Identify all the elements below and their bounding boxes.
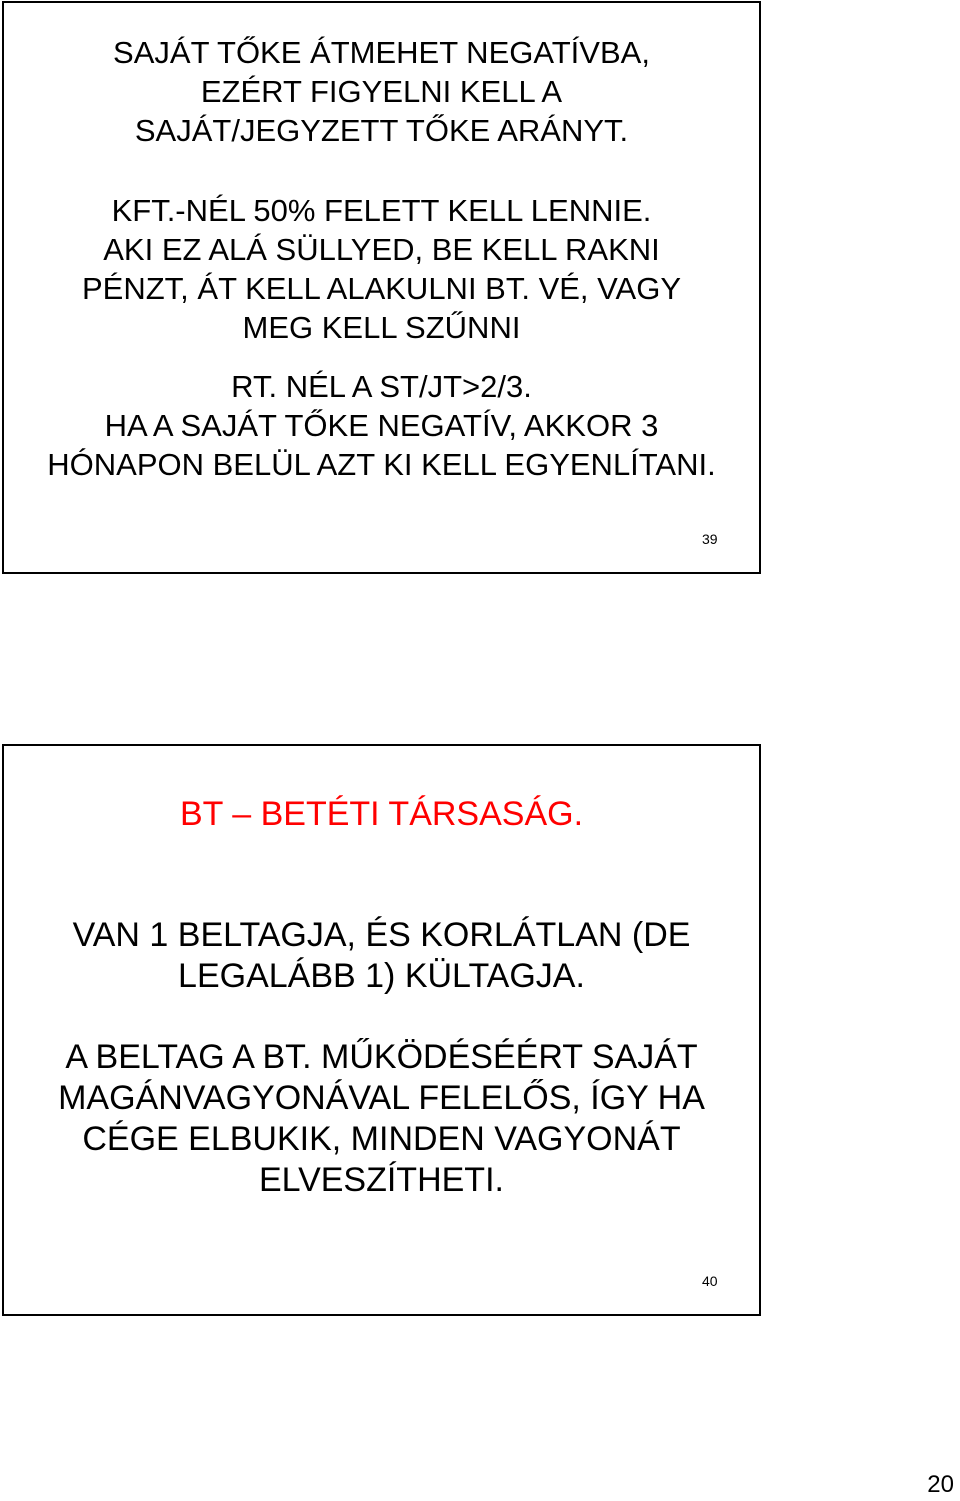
text-line: HÓNAPON BELÜL AZT KI KELL EGYENLÍTANI.	[47, 447, 716, 482]
text-line: SAJÁT/JEGYZETT TŐKE ARÁNYT.	[134, 113, 629, 148]
slide-number: 39	[702, 531, 718, 547]
text-line: AKI EZ ALÁ SÜLLYED, BE KELL RAKNI	[103, 232, 660, 267]
text-line: MAGÁNVAGYONÁVAL FELELŐS, ÍGY HA	[58, 1079, 705, 1117]
text-line: PÉNZT, ÁT KELL ALAKULNI BT. VÉ, VAGY	[82, 271, 681, 306]
text-line: A BELTAG A BT. MŰKÖDÉSÉÉRT SAJÁT	[65, 1038, 698, 1076]
slide-40-heading	[4, 794, 759, 835]
text-line: KFT.-NÉL 50% FELETT KELL LENNIE.	[111, 193, 652, 228]
text-line: MEG KELL SZŰNNI	[242, 310, 521, 345]
slide-40	[2, 744, 761, 1316]
slide-40-paragraph-2	[4, 1037, 759, 1201]
slide-39-paragraph-2	[4, 191, 759, 347]
text-line: ELVESZÍTHETI.	[259, 1161, 504, 1199]
text-line: CÉGE ELBUKIK, MINDEN VAGYONÁT	[82, 1120, 681, 1158]
text-line: HA A SAJÁT TŐKE NEGATÍV, AKKOR 3	[104, 408, 659, 443]
heading-text: BT – BETÉTI TÁRSASÁG.	[179, 795, 584, 833]
slide-39	[2, 1, 761, 574]
slide-39-paragraph-1	[4, 33, 759, 150]
page-number: 20	[927, 1471, 954, 1498]
text-line: EZÉRT FIGYELNI KELL A	[200, 74, 563, 109]
slide-number: 40	[702, 1273, 718, 1289]
text-line: RT. NÉL A ST/JT>2/3.	[231, 369, 532, 404]
text-line: LEGALÁBB 1) KÜLTAGJA.	[178, 957, 585, 995]
text-line: VAN 1 BELTAGJA, ÉS KORLÁTLAN (DE	[72, 916, 691, 954]
slide-40-paragraph-1	[4, 915, 759, 997]
text-line: SAJÁT TŐKE ÁTMEHET NEGATÍVBA,	[113, 35, 650, 70]
slide-39-paragraph-3	[4, 367, 759, 484]
